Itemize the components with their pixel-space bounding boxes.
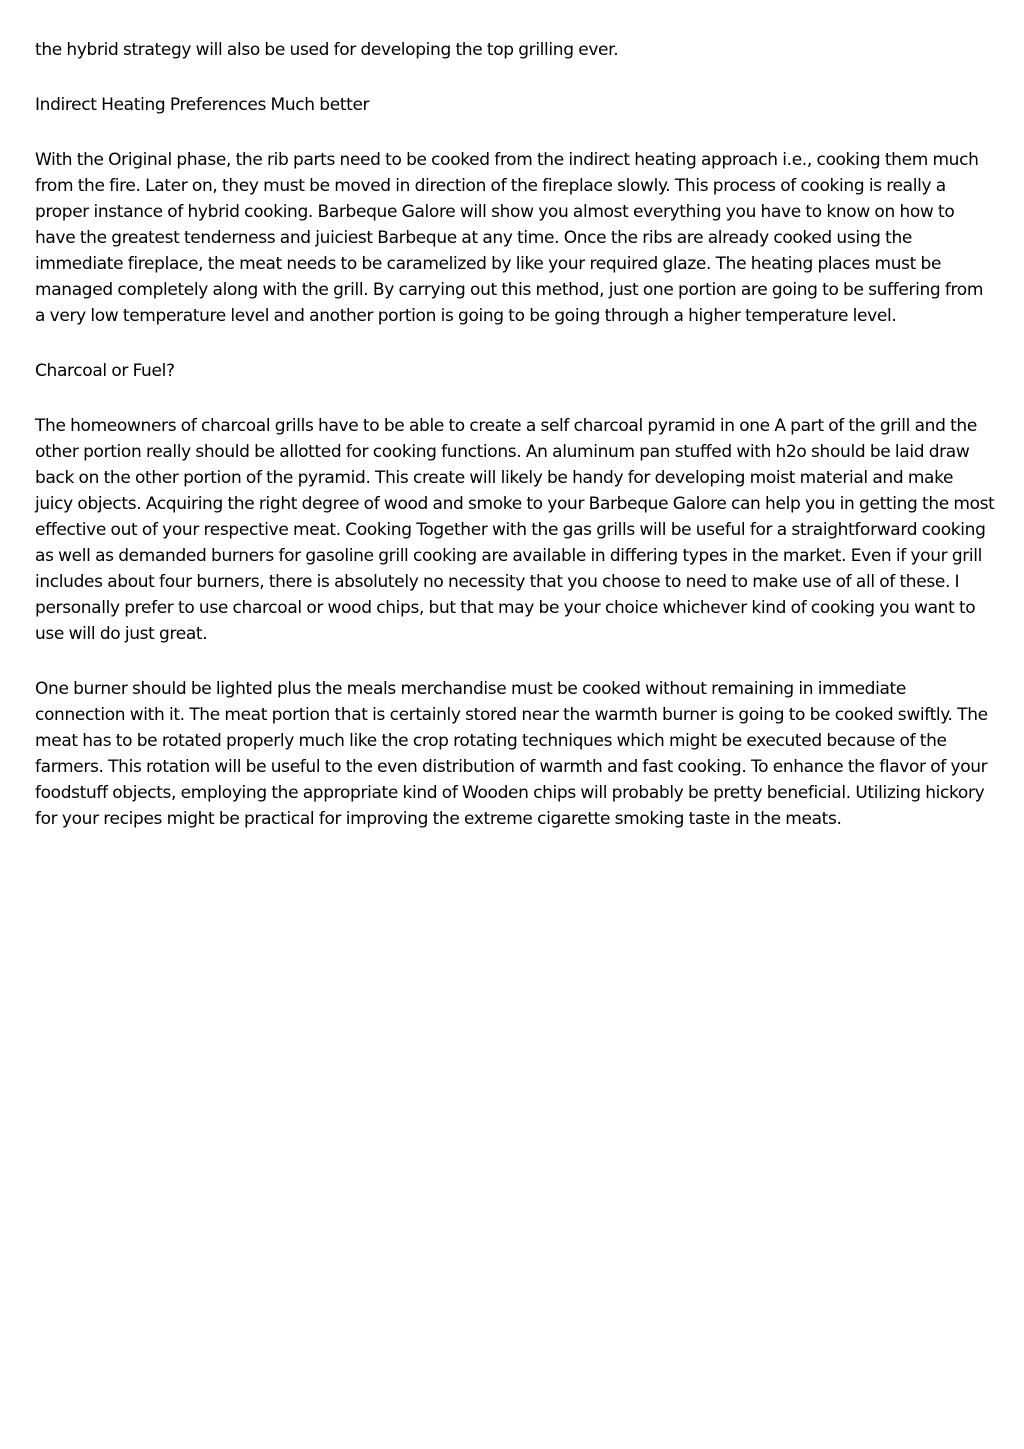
paragraph-charcoal: The homeowners of charcoal grills have to be able to create a self charcoal pyramid in one A part of the grill and the other portion really should be allotted for cooking functions. An aluminum pan stuffed with h2o should be laid draw back on the other portion of the pyramid. This create will likely be handy for developing moist material and make juicy objects. Acquiring the right degree of wood and smoke to your Barbeque Galore can help you in getting the most effective out of your respective meat. Cooking Together with the gas grills will be useful for a straightforward cooking as well as demanded burners for gasoline grill cooking are available in differing types in the market. Even if your grill includes about four burners, there is absolutely no necessity that you choose to need to make use of all of these. I personally prefer to use charcoal or wood chips, but that may be your choice whichever kind of cooking you want to use will do just great. — [35, 416, 995, 644]
paragraph-indirect-heating: With the Original phase, the rib parts need to be cooked from the indirect heating approach i.e., cooking them much from the fire. Later on, they must be moved in direction of the fireplace slowly. This process of cooking is really a proper instance of hybrid cooking. Barbeque Galore will show you almost everything you have to know on how to have the greatest tenderness and juiciest Barbeque at any time. Once the ribs are already cooked using the immediate fireplace, the meat needs to be caramelized by like your required glaze. The heating places must be managed completely along with the grill. By carrying out this method, just one portion are going to be suffering from a very low temperature level and another portion is going to be going through a higher temperature level. — [35, 150, 984, 326]
heading-charcoal-or-fuel: Charcoal or Fuel? — [35, 361, 175, 381]
heading-indirect-heating: Indirect Heating Preferences Much better — [35, 95, 370, 115]
paragraph-intro: the hybrid strategy will also be used for developing the top grilling ever. — [35, 40, 619, 60]
document-body — [35, 37, 995, 861]
paragraph-burner: One burner should be lighted plus the meals merchandise must be cooked without remaining in immediate connection with it. The meat portion that is certainly stored near the warmth burner is going to be cooked swiftly. The meat has to be rotated properly much like the crop rotating techniques which might be executed because of the farmers. This rotation will be useful to the even distribution of warmth and fast cooking. To enhance the flavor of your foodstuff objects, employing the appropriate kind of Wooden chips will probably be pretty beneficial. Utilizing hickory for your recipes might be practical for improving the extreme cigarette smoking taste in the meats. — [35, 679, 988, 829]
